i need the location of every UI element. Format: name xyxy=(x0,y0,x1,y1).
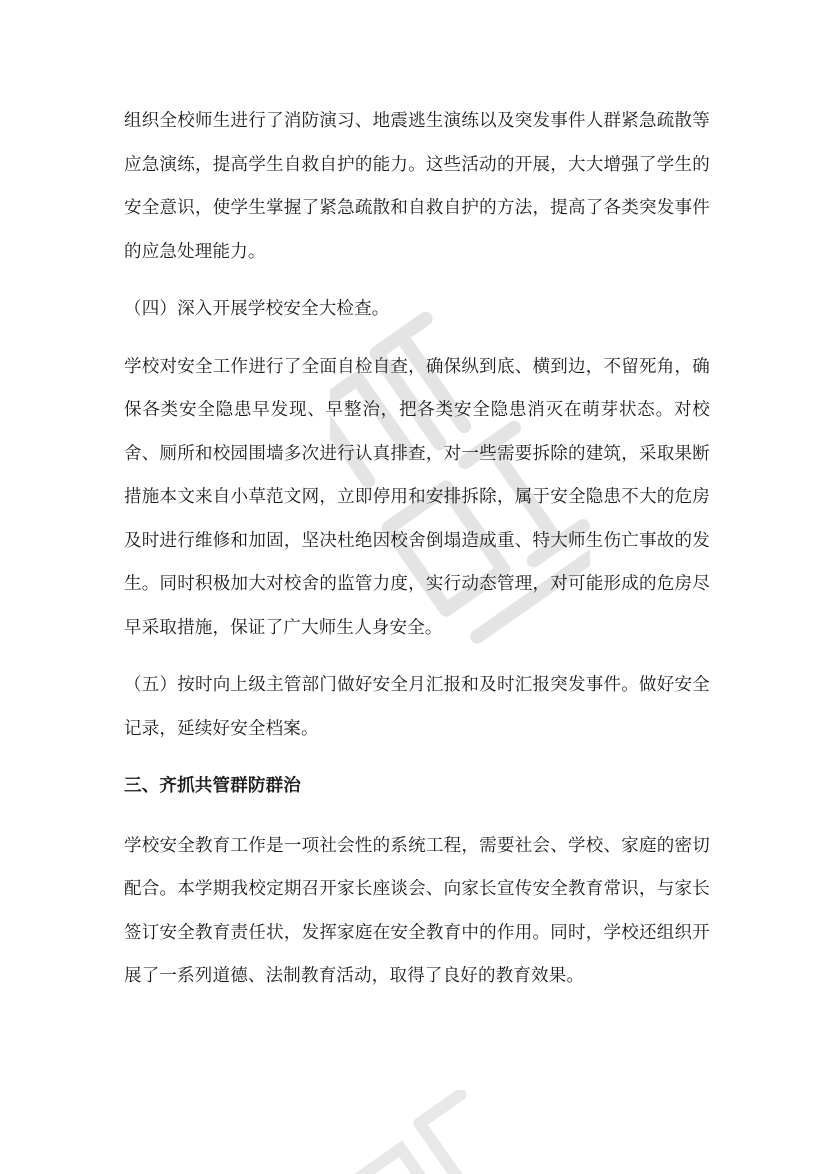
paragraph-inspection: 学校对安全工作进行了全面自检自查，确保纵到底、横到边，不留死角，确保各类安全隐患早发现、早整治，把各类安全隐患消灭在萌芽状态。对校舍、厕所和校园围墙多次进行认真排查，对一些需要拆除的建筑，采取果断措施本文来自小草范文网，立即停用和安排拆除，属于安全隐患不大的危房及时进行维修和加固，坚决杜绝因校舍倒塌造成重、特大师生伤亡事故的发生。同时积极加大对校舍的监管力度，实行动态管理，对可能形成的危房尽早采取措施，保证了广大师生人身安全。 xyxy=(124,356,710,638)
paragraph-drills: 组织全校师生进行了消防演习、地震逃生演练以及突发事件人群紧急疏散等应急演练，提高学生自救自护的能力。这些活动的开展，大大增强了学生的安全意识，使学生掌握了紧急疏散和自救自护的方法，提高了各类突发事件的应急处理能力。 xyxy=(124,111,710,262)
document-body xyxy=(124,100,710,999)
section-heading-four: （四）深入开展学校安全大检查。 xyxy=(124,299,390,319)
section-heading-three: 三、齐抓共管群防群治 xyxy=(124,776,301,796)
section-heading-five: （五）按时向上级主管部门做好安全月汇报和及时汇报突发事件。做好安全记录，延续好安全档案。 xyxy=(124,675,710,739)
paragraph-cooperation: 学校安全教育工作是一项社会性的系统工程，需要社会、学校、家庭的密切配合。本学期我校定期召开家长座谈会、向家长宣传安全教育常识，与家长签订安全教育责任状，发挥家庭在安全教育中的作用。同时，学校还组织开展了一系列道德、法制教育活动，取得了良好的教育效果。 xyxy=(124,835,710,986)
watermark-logo-bottom xyxy=(330,1090,550,1174)
